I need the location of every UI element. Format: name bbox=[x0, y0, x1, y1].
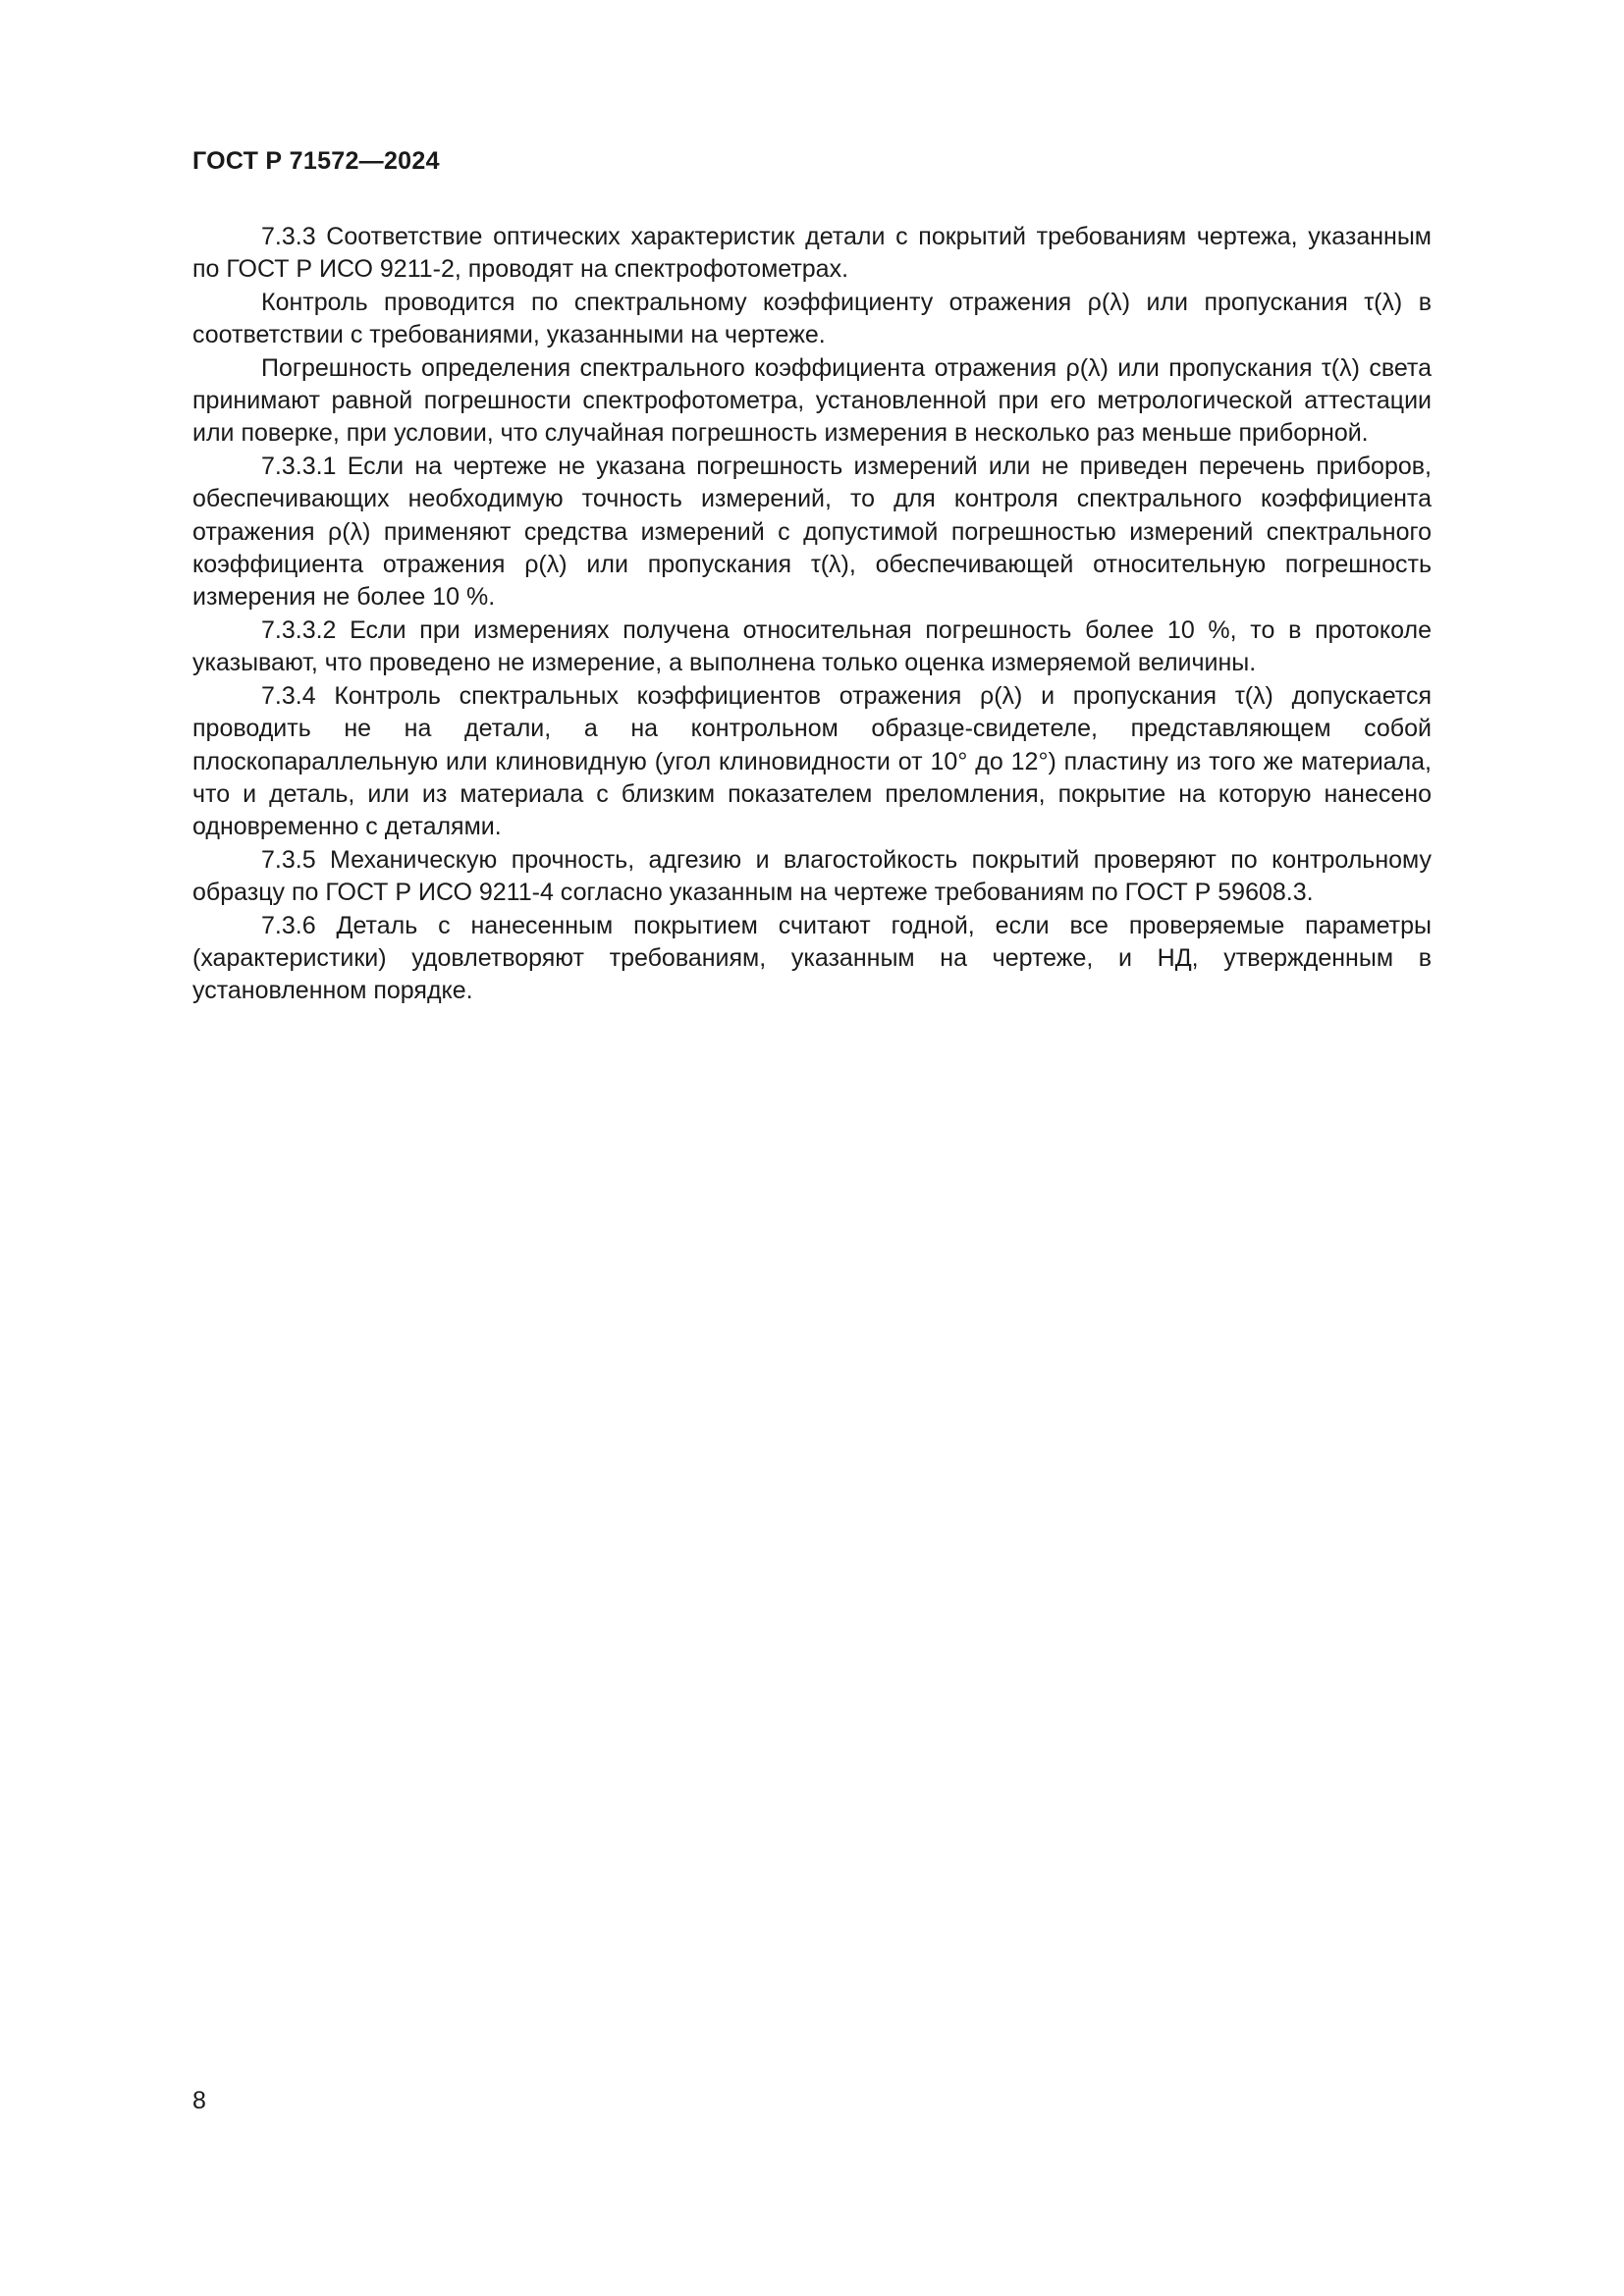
page-number: 8 bbox=[192, 2087, 206, 2114]
paragraph-control: Контроль проводится по спектральному коэффициенту отражения ρ(λ) или пропускания τ(λ) в соответствии с требованиями, указанными на чертеже. bbox=[192, 288, 1432, 349]
paragraph-7-3-5: 7.3.5 Механическую прочность, адгезию и влагостойкость покрытий проверяют по контрольному образцу по ГОСТ Р ИСО 9211-4 согласно указанным на чертеже требованиям по ГОСТ Р 59608.3. bbox=[192, 845, 1432, 907]
document-header: ГОСТ Р 71572—2024 bbox=[192, 147, 440, 175]
paragraph-7-3-3-1: 7.3.3.1 Если на чертеже не указана погрешность измерений или не приведен перечень приборов, обеспечивающих необходимую точность измерений, то для контроля спектрального коэффициента отражения ρ(λ) применяют средства измерений с допустимой погрешностью измерений спектрального коэффициента отражения ρ(λ) или пропускания τ(λ), обеспечивающей относительную погрешность измерения не более 10 %. bbox=[192, 452, 1432, 612]
paragraph-7-3-6: 7.3.6 Деталь с нанесенным покрытием считают годной, если все проверяемые параметры (характеристики) удовлетворяют требованиям, указанным на чертеже, и НД, утвержденным в установленном порядке. bbox=[192, 911, 1432, 1005]
paragraph-error: Погрешность определения спектрального коэффициента отражения ρ(λ) или пропускания τ(λ) света принимают равной погрешности спектрофотометра, установленной при его метрологической аттестации или поверке, при условии, что случайная погрешность измерения в несколько раз меньше приборной. bbox=[192, 353, 1432, 448]
document-body bbox=[192, 221, 1432, 1008]
paragraph-7-3-3: 7.3.3 Соответствие оптических характеристик детали с покрытий требованиям чертежа, указанным по ГОСТ Р ИСО 9211-2, проводят на спектрофотометрах. bbox=[192, 223, 1432, 284]
paragraph-7-3-4: 7.3.4 Контроль спектральных коэффициентов отражения ρ(λ) и пропускания τ(λ) допускается проводить не на детали, а на контрольном образце-свидетеле, представляющем собой плоскопараллельную или клиновидную (угол клиновидности от 10° до 12°) пластину из того же материала, что и деталь, или из материала с близким показателем преломления, покрытие на которую нанесено одновременно с деталями. bbox=[192, 681, 1432, 841]
paragraph-7-3-3-2: 7.3.3.2 Если при измерениях получена относительная погрешность более 10 %, то в протоколе указывают, что проведено не измерение, а выполнена только оценка измеряемой величины. bbox=[192, 615, 1432, 677]
